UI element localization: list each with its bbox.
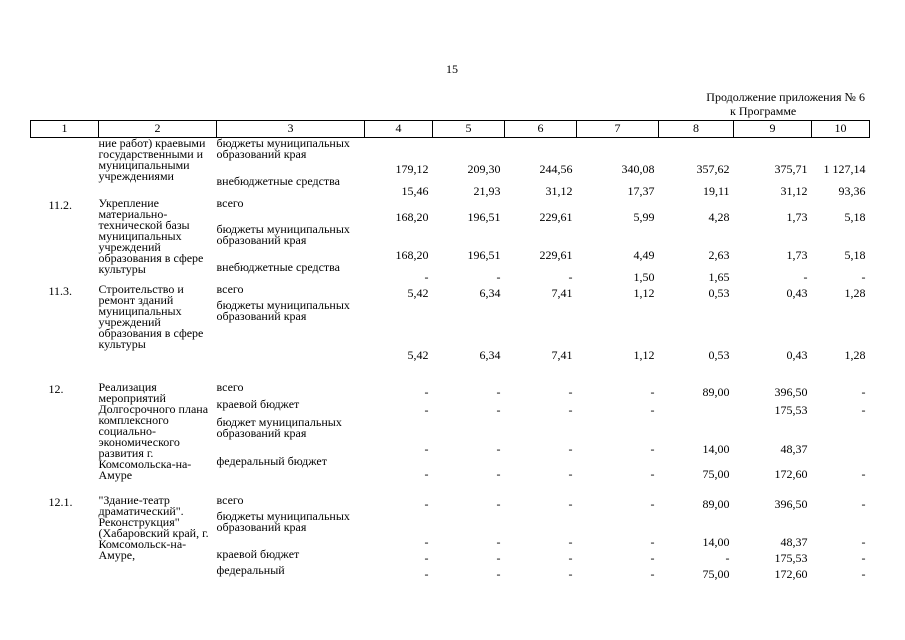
value-cell-col-5: 6,34 [479,347,501,362]
value-cell-col-9: 48,37 [780,442,808,457]
header-col-8: 8 [659,121,734,138]
value-cell-col-10: - [861,534,866,549]
value-cell-col-4: - [424,442,429,457]
value-cell-col-8: 357,62 [696,161,730,176]
value-cell-col-7: - [650,566,655,581]
value-cell-col-4: 5,42 [407,347,429,362]
value-cell-col-7: 1,50 [633,269,655,284]
value-cell-col-8: 89,00 [702,496,730,511]
item-number: 11.3. [48,283,73,298]
value-cell-col-6: - [568,442,573,457]
value-cell-col-8: 1,65 [708,269,730,284]
value-cell-col-4: - [424,402,429,417]
item-name: Строительство и ремонт зданий муниципальных учреждений образования в сфере культуры [98,281,204,351]
value-cell-col-8: 19,11 [702,183,730,198]
value-cell-col-7: - [650,402,655,417]
value-cell-col-9: 396,50 [774,496,808,511]
value-cell-col-6: - [568,402,573,417]
funding-source: федеральный [216,562,285,577]
value-cell-col-8: 4,28 [708,209,730,224]
value-cell-col-5: - [496,402,501,417]
value-cell-col-6: - [568,566,573,581]
value-cell-col-6: - [568,269,573,284]
header-col-4: 4 [365,121,433,138]
value-cell-col-5: - [496,385,501,400]
value-cell-col-9: 0,43 [786,347,808,362]
funding-source: всего [216,492,244,507]
value-cell-col-4: - [424,566,429,581]
value-cell-col-10: - [861,550,866,565]
value-cell-col-6: 229,61 [539,247,573,262]
value-cell-col-7: - [650,442,655,457]
value-cell-col-7: - [650,534,655,549]
value-cell-col-4: - [424,269,429,284]
header-col-6: 6 [505,121,577,138]
value-cell-col-4: 5,42 [407,285,429,300]
table-body [31,138,870,581]
value-cell-col-6: 31,12 [545,183,573,198]
header-col-2: 2 [99,121,217,138]
continuation-title: Продолжение приложения № 6 [706,90,865,104]
item-name: Реализация мероприятий Долгосрочного плана комплексного социально-экономического развития г. Комсомольска-на-Амуре [98,379,209,482]
header-col-3: 3 [217,121,365,138]
value-cell-col-5: - [496,466,501,481]
value-cell-col-6: - [568,385,573,400]
value-cell-col-5: 6,34 [479,285,501,300]
value-cell-col-9: 175,53 [774,550,808,565]
header-col-5: 5 [433,121,505,138]
table-row [31,198,870,224]
item-name: Укрепление материально-технической базы муниципальных учреждений образования в сфере культуры [98,195,204,276]
value-cell-col-4: - [424,534,429,549]
item-number: 12.1. [48,494,73,509]
value-cell-col-10 [812,417,870,457]
value-cell-col-9: 0,43 [786,285,808,300]
funding-source: бюджеты муниципальных образований края [216,297,350,323]
value-cell-col-4: - [424,385,429,400]
header-col-9: 9 [734,121,812,138]
funding-source: бюджеты муниципальных образований края [216,221,350,247]
header-col-1: 1 [31,121,99,138]
value-cell-col-8 [659,399,734,417]
value-cell-col-9: - [803,269,808,284]
value-cell-col-7: - [650,496,655,511]
value-cell-col-5: 209,30 [467,161,501,176]
value-cell-col-6: - [568,550,573,565]
funding-source: внебюджетные средства [216,173,340,188]
value-cell-col-10: - [861,466,866,481]
value-cell-col-7: 1,12 [633,347,655,362]
header-col-7: 7 [577,121,659,138]
value-cell-col-6: 7,41 [551,285,573,300]
item-name: "Здание-театр драматический". Реконструкция" (Хабаровский край, г. Комсомольск-на-Амуре, [98,492,209,562]
header-row [31,121,870,138]
value-cell-col-10: 5,18 [844,209,866,224]
value-cell-col-10: 5,18 [844,247,866,262]
value-cell-col-8: 75,00 [702,566,730,581]
table-row [31,382,870,400]
row-spacer [31,362,870,382]
value-cell-col-4: 168,20 [395,209,429,224]
value-cell-col-4: - [424,496,429,511]
value-cell-col-5: 196,51 [467,247,501,262]
value-cell-col-5: - [496,269,501,284]
page-number: 15 [446,62,458,76]
value-cell-col-7: 17,37 [627,183,655,198]
value-cell-col-4: - [424,466,429,481]
funding-source: всего [216,379,244,394]
value-cell-col-5: 21,93 [473,183,501,198]
header-col-10: 10 [812,121,870,138]
value-cell-col-4: 168,20 [395,247,429,262]
funding-source: всего [216,195,244,210]
spacer-cell [31,362,870,382]
value-cell-col-7: 1,12 [633,285,655,300]
value-cell-col-8: 14,00 [702,534,730,549]
value-cell-col-4: - [424,550,429,565]
item-name: ние работ) краевыми государственными и муниципальными учреждениями [98,136,206,183]
value-cell-col-5: - [496,442,501,457]
value-cell-col-7: 340,08 [621,161,655,176]
value-cell-col-8: 0,53 [708,347,730,362]
item-number: 11.2. [48,197,73,212]
value-cell-col-10: - [861,269,866,284]
item-number: 12. [48,381,64,396]
value-cell-col-10: 1,28 [844,347,866,362]
funding-source: бюджет муниципальных образований края [216,414,342,440]
value-cell-col-8: 0,53 [708,285,730,300]
value-cell-col-6: 229,61 [539,209,573,224]
value-cell-col-8: 2,63 [708,247,730,262]
value-cell-col-8: 14,00 [702,442,730,457]
value-cell-col-6: 7,41 [551,347,573,362]
continuation-subtitle: к Программе [730,104,797,118]
value-cell-col-10: - [861,496,866,511]
value-cell-col-8: - [725,550,730,565]
funding-source: бюджеты муниципальных образований края [216,508,350,534]
value-cell-col-6: - [568,496,573,511]
value-cell-col-5: - [496,496,501,511]
value-cell-col-10: - [861,566,866,581]
value-cell-col-9: 172,60 [774,466,808,481]
funding-source: краевой бюджет [216,546,300,561]
funding-source: внебюджетные средства [216,259,340,274]
value-cell-col-7: - [650,385,655,400]
item-number [31,138,99,198]
value-cell-col-10: - [861,402,866,417]
value-cell-col-6: 244,56 [539,161,573,176]
funding-source: бюджеты муниципальных образований края [216,136,350,161]
value-cell-col-5: - [496,566,501,581]
value-cell-col-9: 1,73 [786,247,808,262]
value-cell-col-9: 1,73 [786,209,808,224]
value-cell-col-6: - [568,466,573,481]
table-row [31,495,870,511]
value-cell-col-8: 75,00 [702,466,730,481]
value-cell-col-5: - [496,534,501,549]
value-cell-col-6: - [568,534,573,549]
value-cell-col-10: - [861,385,866,400]
value-cell-col-5: 196,51 [467,209,501,224]
value-cell-col-5: - [496,550,501,565]
value-cell-col-9: 172,60 [774,566,808,581]
value-cell-col-9: 396,50 [774,385,808,400]
funding-source: всего [216,281,244,296]
value-cell-col-10: 1 127,14 [823,161,866,176]
value-cell-col-10: 1,28 [844,285,866,300]
value-cell-col-9: 375,71 [774,161,808,176]
value-cell-col-4: 15,46 [401,183,429,198]
value-cell-col-9: 175,53 [774,402,808,417]
value-cell-col-9: 31,12 [780,183,808,198]
value-cell-col-7: 4,49 [633,247,655,262]
value-cell-col-7: 5,99 [633,209,655,224]
funding-source: краевой бюджет [216,397,300,412]
table-row [31,284,870,300]
funding-source: федеральный бюджет [216,454,327,469]
value-cell-col-10: 93,36 [838,183,866,198]
value-cell-col-7: - [650,550,655,565]
value-cell-col-8: 89,00 [702,385,730,400]
program-table [30,120,870,581]
value-cell-col-4: 179,12 [395,161,429,176]
value-cell-col-9: 48,37 [780,534,808,549]
value-cell-col-7: - [650,466,655,481]
table-row [31,138,870,176]
